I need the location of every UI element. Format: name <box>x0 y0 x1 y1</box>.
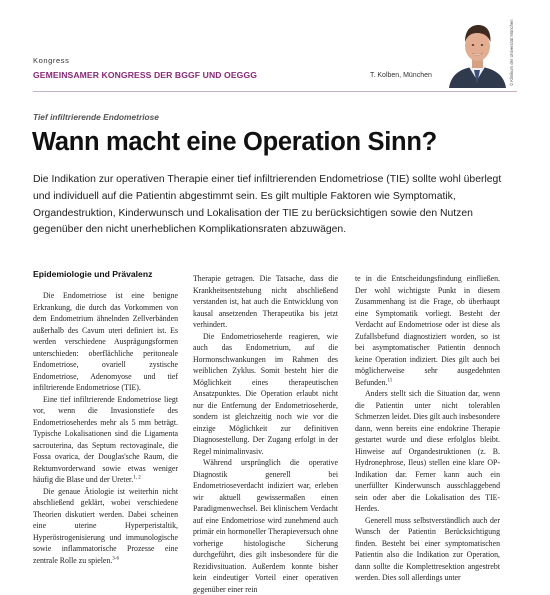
paragraph <box>33 394 178 486</box>
paragraph <box>193 457 338 595</box>
paragraph <box>193 273 338 331</box>
body-column-1 <box>33 268 178 566</box>
paragraph <box>355 273 500 388</box>
author-portrait <box>445 18 510 88</box>
paragraph-text: Die Endometriose ist eine benigne Erkrankung, die durch das Vorkommen von dem Endometrium ähnelnden Zellverbänden außerhalb des Cavum uteri definiert ist. Es werden verschiedene Ausprägungsformen unterschieden: oberflächliche peritoneale Endometriose, ovariell zystische Endometriose, Adenomyose und tief infiltrierende Endometriose (TIE). <box>33 291 178 392</box>
section-heading-epidemiologie: Epidemiologie und Prävalenz <box>33 269 153 279</box>
article-kicker: Tief infiltrierende Endometriose <box>33 112 159 122</box>
article-title: Wann macht eine Operation Sinn? <box>32 128 437 156</box>
paragraph <box>355 388 500 515</box>
article-lead: Die Indikation zur operativen Therapie einer tief infiltrierenden Endometriose (TIE) sollte wohl überlegt und individuell auf die Patientin abgestimmt sein. Es gilt multiple Faktoren wie Symptomatik, Organdestruktion, Kinderwunsch und Lokalisation der TIE zu berücksichtigen sowie den Nutzen gegenüber den nicht unerheblichen Komplikationsraten abzuwägen. <box>33 174 502 236</box>
header-divider <box>33 91 517 92</box>
body-column-3 <box>355 273 500 584</box>
paragraph <box>33 486 178 567</box>
reference-marker: 3-6 <box>112 555 119 561</box>
paragraph-text: te in die Entscheidungsfindung einfließen. Der wohl wichtigste Punkt in diesem Zusammenhang ist die Frage, ob überhaupt eine Symptomatik vorliegt. Besteht der Verdacht auf Endometriose oder ist diese als Zufallsbefund diagnostiziert worden, so ist bei asymptomatischer Patientin dennoch keine Operation indiziert. Dies gilt auch bei möglicherweise sehr ausgedehnten Befunden. <box>355 274 500 387</box>
photo-credit-text: © Klinikum der Universität München <box>509 19 514 86</box>
paragraph-text: Anders stellt sich die Situation dar, wenn die Patientin unter nicht tolerablen Schmerzen leidet. Dies gilt auch insbesondere dann, wenn bereits eine endokrine Therapie gestartet wurde und diese erfolglos bleibt. Hinweise auf Organdestruktionen (z. B. Hydronephrose, Ileus) stellen eine klare OP-Indikation dar. Ferner kann auch ein unerfüllter Kinderwunsch ausschlaggebend sein oder aber die Lokalisation des TIE-Herdes. <box>355 389 500 513</box>
section-label: Kongress <box>33 56 70 65</box>
paragraph-text: Während ursprünglich die operative Diagnostik generell bei Endometrioseverdacht indiziert war, erleben wir aktuell gewissermaßen einen Paradigmenwechsel. Bei klinischem Verdacht auf eine Endometriose wird zunehmend auch primär ein hormoneller Therapieversuch ohne vorherige histologische Sicherung durchgeführt, dies gilt insbesondere für die Rezidivsituation. Außerdem konnte bisher kein eindeutiger Vorteil einer operativen gegenüber einer rein <box>193 458 338 594</box>
photo-credit <box>509 20 517 86</box>
paragraph-text: Eine tief infiltrierende Endometriose liegt vor, wenn die Invasionstiefe des Endometrioseherdes mehr als 5 mm beträgt. Typische Lokalisationen sind die Ligamenta sacrouterina, das Septum rectovaginale, die Fossa ovarica, der Douglas'sche Raum, die Rektumvorderwand sowie etwas weniger häufig die Blase und der Ureter. <box>33 394 178 484</box>
congress-subtitle: GEMEINSAMER KONGRESS DER BGGF UND OEGGG <box>33 70 258 80</box>
paragraph-text: Generell muss selbstverständlich auch der Wunsch der Patientin Berücksichtigung finden. Besteht bei einer symptomatischen Patientin also die Indikation zur Operation, dann sollte die Komplettresektion angestrebt werden. Dies soll allerdings unter <box>355 515 500 582</box>
paragraph <box>355 515 500 584</box>
author-line: T. Kolben, München <box>370 72 432 79</box>
reference-marker: 1, 2 <box>133 475 141 481</box>
paragraph-text: Therapie getragen. Die Tatsache, dass die Krankheitsentstehung nicht abschließend verstanden ist, hat auch die Entwicklung von kausal ansetzenden Therapeutika bis jetzt verhindert. <box>193 274 338 329</box>
paragraph-text: Die genaue Ätiologie ist weiterhin nicht abschließend geklärt, wobei verschiedene Theorien diskutiert werden. Dabei scheinen eine uterine Hyperperistaltik, Hyperöstrogenisierung und immunologische sowie inflammatorische Prozesse eine zentrale Rolle zu spielen. <box>33 486 178 565</box>
paragraph <box>193 331 338 458</box>
paragraph-text: Die Endometrioseherde reagieren, wie auch das Endometrium, auf die Hormonschwankungen im Rahmen des weiblichen Zyklus. Somit besteht hier die Möglichkeit eines therapeutischen Ansatzpunktes. Die Operation erlaubt nicht nur die Entfernung der Endometrioseherde, sondern ist gleichzeitig noch wie vor die einzige Möglichkeit zur definitiven Diagnosestellung. Der Zugang erfolgt in der Regel minimalinvasiv. <box>193 331 338 456</box>
reference-marker: 11 <box>387 377 393 383</box>
paragraph <box>33 290 178 394</box>
body-column-2 <box>193 273 338 595</box>
